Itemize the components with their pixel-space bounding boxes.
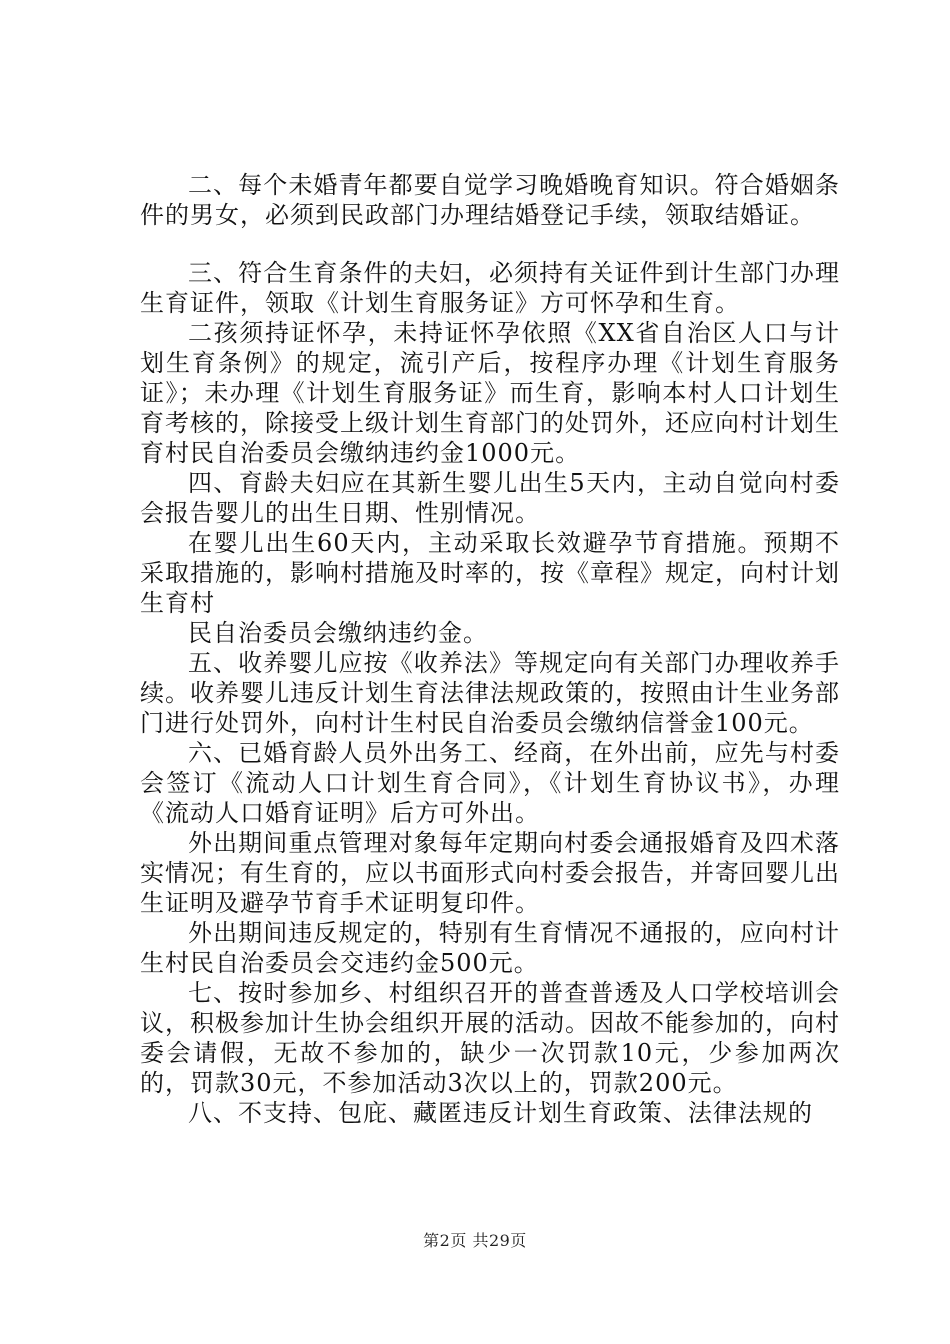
- paragraph: 四、育龄夫妇应在其新生婴儿出生5天内，主动自觉向村委会报告婴儿的出生日期、性别情况。: [140, 469, 840, 527]
- paragraph: 七、按时参加乡、村组织召开的普查普透及人口学校培训会议，积极参加计生协会组织开展的活动。因故不能参加的，向村委会请假，无故不参加的，缺少一次罚款10元，少参加两次的，罚款30元，不参加活动3次以上的，罚款200元。: [140, 979, 840, 1097]
- paragraph: 在婴儿出生60天内，主动采取长效避孕节育措施。预期不采取措施的，影响村措施及时率的，按《章程》规定，向村计划生育村: [140, 529, 840, 617]
- page-number: 第2页 共29页: [423, 1231, 527, 1250]
- paragraph: 六、已婚育龄人员外出务工、经商，在外出前，应先与村委会签订《流动人口计划生育合同》，《计划生育协议书》，办理《流动人口婚育证明》后方可外出。: [140, 739, 840, 827]
- paragraph: 外出期间重点管理对象每年定期向村委会通报婚育及四术落实情况；有生育的，应以书面形式向村委会报告，并寄回婴儿出生证明及避孕节育手术证明复印件。: [140, 829, 840, 917]
- paragraph: 三、符合生育条件的夫妇，必须持有关证件到计生部门办理生育证件，领取《计划生育服务证》方可怀孕和生育。: [140, 259, 840, 317]
- paragraph: 二、每个未婚青年都要自觉学习晚婚晚育知识。符合婚姻条件的男女，必须到民政部门办理结婚登记手续，领取结婚证。: [140, 171, 840, 229]
- paragraph: 五、收养婴儿应按《收养法》等规定向有关部门办理收养手续。收养婴儿违反计划生育法律法规政策的，按照由计生业务部门进行处罚外，向村计生村民自治委员会缴纳信誉金100元。: [140, 649, 840, 737]
- document-body: [140, 170, 840, 1128]
- paragraph: 二孩须持证怀孕，未持证怀孕依照《XX省自治区人口与计划生育条例》的规定，流引产后，按程序办理《计划生育服务证》；未办理《计划生育服务证》而生育，影响本村人口计划生育考核的，除接受上级计划生育部门的处罚外，还应向村计划生育村民自治委员会缴纳违约金1000元。: [140, 319, 840, 467]
- page-footer: [0, 1228, 950, 1251]
- paragraph: 外出期间违反规定的，特别有生育情况不通报的，应向村计生村民自治委员会交违约金500元。: [140, 919, 840, 977]
- paragraph: 民自治委员会缴纳违约金。: [188, 619, 488, 647]
- paragraph: 八、不支持、包庇、藏匿违反计划生育政策、法律法规的: [188, 1099, 813, 1127]
